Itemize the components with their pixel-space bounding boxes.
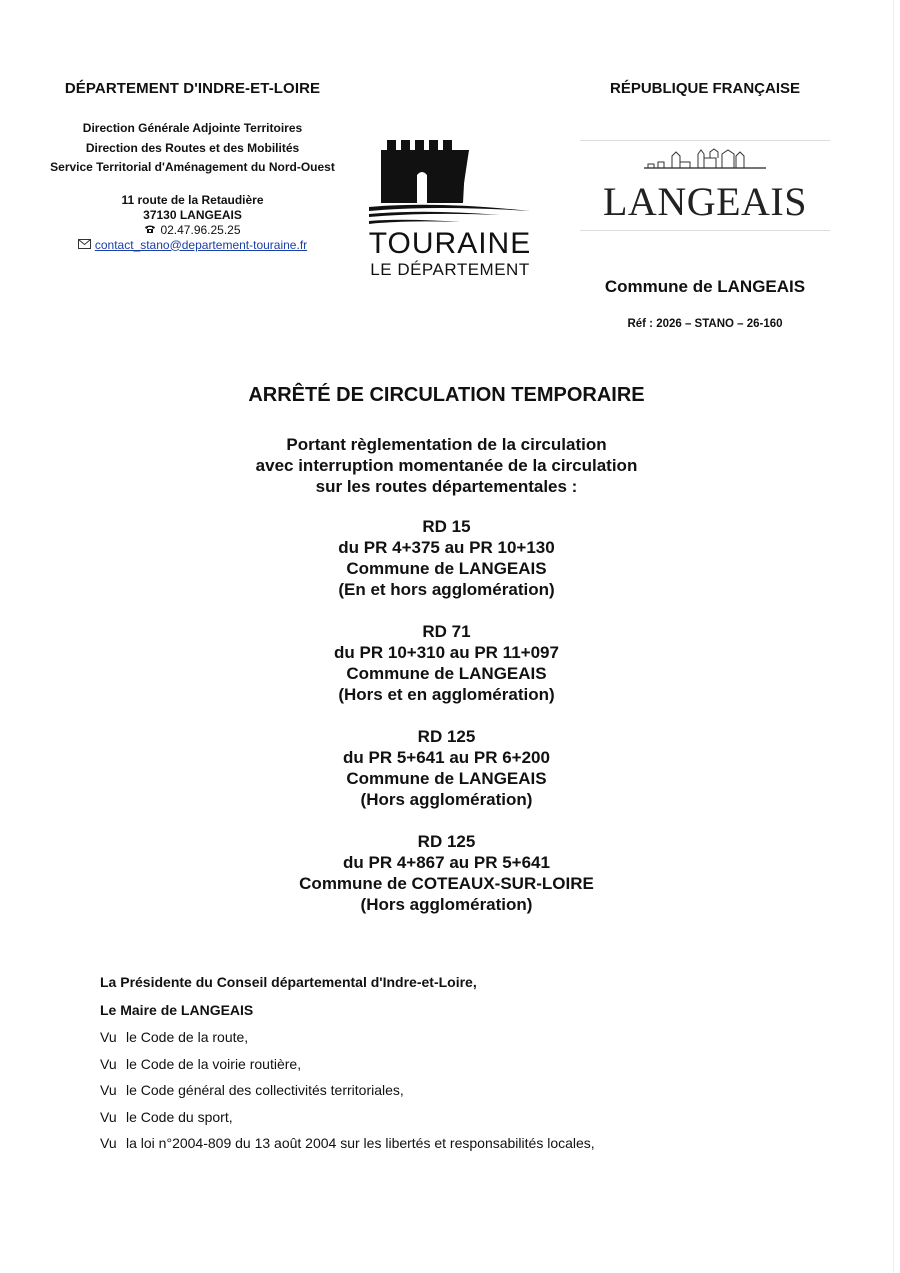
signatory-mayor: Le Maire de LANGEAIS (100, 1002, 254, 1018)
route-road: RD 125 (417, 832, 476, 851)
route-road: RD 15 (422, 517, 471, 536)
vu-text: le Code de la voirie routière, (126, 1055, 302, 1072)
document-body (100, 968, 800, 1157)
vu-text: le Code de la route, (126, 1029, 249, 1045)
signatory-president: La Présidente du Conseil départemental d'Indre-et-Loire, (100, 974, 477, 990)
vu-item (100, 1130, 800, 1157)
commune-heading: Commune de LANGEAIS (604, 277, 806, 296)
route-zone: (Hors agglomération) (360, 895, 533, 914)
document-subtitle (0, 434, 893, 497)
envelope-icon (78, 239, 91, 252)
subtitle-line: avec interruption momentanée de la circulation (255, 456, 638, 475)
route-zone: (Hors et en agglomération) (338, 685, 555, 704)
republic-name: RÉPUBLIQUE FRANÇAISE (609, 80, 800, 97)
service-line: Direction des Routes et des Mobilités (85, 140, 300, 155)
reference-number: Réf : 2026 – STANO – 26-160 (627, 318, 783, 330)
vu-prefix: Vu (100, 1108, 117, 1125)
republic-header (580, 80, 830, 97)
vu-item (100, 1104, 800, 1131)
vu-item (100, 1077, 800, 1104)
phone-line (30, 223, 355, 238)
route-zone: (En et hors agglomération) (338, 580, 555, 599)
department-services (30, 119, 355, 178)
email-link[interactable]: contact_stano@departement-touraine.fr (94, 237, 308, 252)
touraine-name: TOURAINE (368, 227, 532, 260)
route-zone: (Hors agglomération) (360, 790, 533, 809)
route-range: du PR 5+641 au PR 6+200 (343, 748, 550, 767)
document-title: ARRÊTÉ DE CIRCULATION TEMPORAIRE (248, 384, 645, 406)
castle-skyline-icon (640, 146, 770, 172)
department-name: DÉPARTEMENT D'INDRE-ET-LOIRE (64, 80, 321, 97)
route-commune: Commune de LANGEAIS (346, 559, 547, 578)
touraine-subtitle: LE DÉPARTEMENT (370, 260, 530, 279)
vu-item (100, 1051, 800, 1078)
route-range: du PR 4+867 au PR 5+641 (343, 853, 550, 872)
vu-prefix: Vu (100, 1029, 117, 1045)
route-block (0, 726, 893, 810)
service-line: Service Territorial d'Aménagement du Nord-Ouest (50, 160, 335, 174)
phone-number: 02.47.96.25.25 (160, 222, 241, 237)
route-range: du PR 4+375 au PR 10+130 (338, 538, 555, 557)
route-commune: Commune de LANGEAIS (346, 769, 547, 788)
langeais-logo (580, 140, 830, 232)
route-block (0, 831, 893, 915)
route-block (0, 621, 893, 705)
route-block (0, 516, 893, 600)
logo-rule (580, 140, 830, 141)
vu-text: la loi n°2004-809 du 13 août 2004 sur les libertés et responsabilités locales, (126, 1135, 595, 1152)
subtitle-line: Portant règlementation de la circulation (286, 435, 607, 454)
page-edge (893, 0, 894, 1273)
address-street: 11 route de la Retaudière (121, 192, 264, 207)
route-range: du PR 10+310 au PR 11+097 (334, 643, 559, 662)
route-commune: Commune de COTEAUX-SUR-LOIRE (299, 874, 594, 893)
logo-rule (580, 230, 830, 231)
route-commune: Commune de LANGEAIS (346, 664, 547, 683)
email-line (30, 238, 355, 253)
vu-item (100, 1024, 800, 1051)
touraine-tower-icon (365, 135, 535, 227)
vu-prefix: Vu (100, 1082, 117, 1099)
department-address (30, 193, 355, 253)
vu-text: le Code du sport, (126, 1108, 233, 1125)
route-road: RD 71 (422, 622, 471, 641)
vu-prefix: Vu (100, 1055, 117, 1072)
touraine-logo (365, 135, 535, 280)
service-line: Direction Générale Adjointe Territoires (82, 121, 303, 135)
phone-icon (144, 224, 156, 237)
subtitle-line: sur les routes départementales : (315, 477, 578, 496)
vu-prefix: Vu (100, 1135, 117, 1152)
vu-text: le Code général des collectivités territoriales, (126, 1082, 404, 1099)
langeais-wordmark: LANGEAIS (603, 179, 807, 224)
address-city: 37130 LANGEAIS (143, 207, 242, 222)
department-header (30, 80, 355, 253)
route-road: RD 125 (417, 727, 476, 746)
